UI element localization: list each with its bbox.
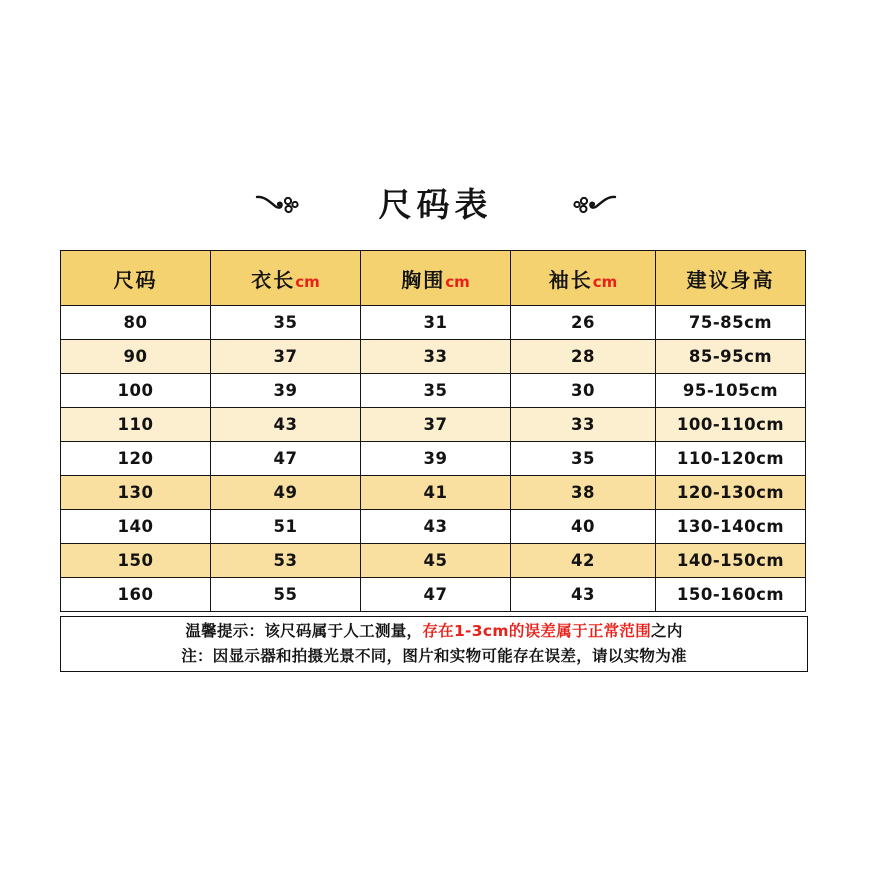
cell-chest: 45 — [361, 544, 511, 578]
cell-sleeve: 43 — [511, 578, 656, 612]
table-row — [61, 476, 806, 510]
column-header-length-unit: cm — [295, 272, 320, 291]
column-header-sleeve-unit: cm — [592, 272, 618, 291]
cell-chest: 35 — [361, 374, 511, 408]
swirl-flourish-left-icon — [255, 189, 301, 219]
cell-size: 150 — [61, 544, 211, 578]
table-row — [61, 510, 806, 544]
column-header-chest-unit: cm — [445, 272, 470, 291]
cell-chest: 43 — [361, 510, 511, 544]
cell-height: 130-140cm — [656, 510, 806, 544]
cell-size: 160 — [61, 578, 211, 612]
swirl-flourish-right-icon — [571, 189, 617, 219]
table-row — [61, 374, 806, 408]
cell-sleeve: 30 — [511, 374, 656, 408]
table-row — [61, 578, 806, 612]
cell-length: 39 — [211, 374, 361, 408]
note-line-1-highlight: 存在1-3cm的误差属于正常范围 — [422, 622, 652, 640]
cell-chest: 31 — [361, 306, 511, 340]
cell-chest: 41 — [361, 476, 511, 510]
cell-height: 110-120cm — [656, 442, 806, 476]
table-header-row — [61, 251, 806, 306]
note-line-1 — [185, 619, 682, 644]
cell-length: 35 — [211, 306, 361, 340]
cell-size: 90 — [61, 340, 211, 374]
table-body — [61, 306, 806, 612]
cell-length: 53 — [211, 544, 361, 578]
cell-length: 55 — [211, 578, 361, 612]
table-header — [61, 251, 806, 306]
table-row — [61, 544, 806, 578]
cell-height: 100-110cm — [656, 408, 806, 442]
cell-size: 80 — [61, 306, 211, 340]
cell-length: 37 — [211, 340, 361, 374]
cell-sleeve: 26 — [511, 306, 656, 340]
column-header-length-label: 衣长 — [251, 267, 296, 292]
cell-size: 110 — [61, 408, 211, 442]
cell-size: 130 — [61, 476, 211, 510]
note-box — [60, 616, 808, 672]
cell-chest: 47 — [361, 578, 511, 612]
cell-height: 75-85cm — [656, 306, 806, 340]
size-chart-table — [60, 250, 806, 612]
cell-length: 51 — [211, 510, 361, 544]
cell-chest: 39 — [361, 442, 511, 476]
page-title: 尺码表 — [378, 184, 493, 224]
note-line-1-part-1: 温馨提示：该尺码属于人工测量， — [185, 622, 423, 640]
cell-chest: 37 — [361, 408, 511, 442]
note-line-1-part-3: 之内 — [651, 622, 683, 640]
table-row — [61, 442, 806, 476]
cell-length: 49 — [211, 476, 361, 510]
column-header-chest — [361, 251, 511, 306]
column-header-height-label: 建议身高 — [686, 267, 775, 292]
column-header-sleeve — [511, 251, 656, 306]
cell-size: 140 — [61, 510, 211, 544]
cell-height: 120-130cm — [656, 476, 806, 510]
chart-title-row — [0, 178, 871, 230]
cell-height: 150-160cm — [656, 578, 806, 612]
cell-sleeve: 40 — [511, 510, 656, 544]
cell-height: 140-150cm — [656, 544, 806, 578]
table-row — [61, 340, 806, 374]
cell-height: 95-105cm — [656, 374, 806, 408]
cell-sleeve: 42 — [511, 544, 656, 578]
cell-size: 100 — [61, 374, 211, 408]
cell-height: 85-95cm — [656, 340, 806, 374]
column-header-height — [656, 251, 806, 306]
table-row — [61, 306, 806, 340]
cell-length: 43 — [211, 408, 361, 442]
column-header-size-label: 尺码 — [113, 267, 158, 292]
cell-sleeve: 38 — [511, 476, 656, 510]
cell-length: 47 — [211, 442, 361, 476]
cell-size: 120 — [61, 442, 211, 476]
column-header-size — [61, 251, 211, 306]
cell-sleeve: 28 — [511, 340, 656, 374]
cell-chest: 33 — [361, 340, 511, 374]
column-header-sleeve-label: 袖长 — [548, 267, 593, 292]
column-header-chest-label: 胸围 — [401, 267, 446, 292]
column-header-length — [211, 251, 361, 306]
note-line-2: 注：因显示器和拍摄光景不同，图片和实物可能存在误差，请以实物为准 — [181, 647, 687, 665]
cell-sleeve: 35 — [511, 442, 656, 476]
cell-sleeve: 33 — [511, 408, 656, 442]
table-row — [61, 408, 806, 442]
